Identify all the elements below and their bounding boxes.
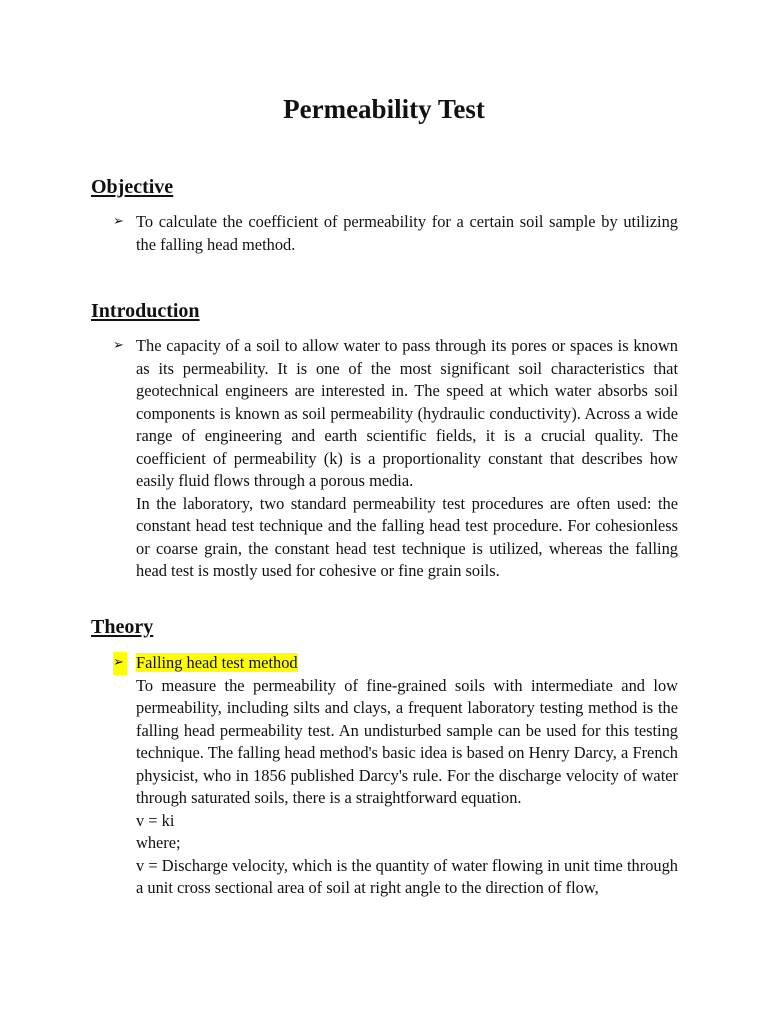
page-title: Permeability Test bbox=[283, 94, 485, 124]
objective-bullet bbox=[113, 211, 678, 256]
arrow-bullet-icon: ➢ bbox=[113, 338, 124, 353]
arrow-bullet-icon: ➢ bbox=[113, 214, 124, 229]
arrow-bullet-icon: ➢ bbox=[113, 652, 127, 675]
theory-bullet bbox=[113, 652, 678, 900]
velocity-definition: v = Discharge velocity, which is the quantity of water flowing in unit time through a unit cross sectional area of soil at right angle to the direction of flow, bbox=[136, 855, 678, 897]
introduction-paragraph-2: In the laboratory, two standard permeability test procedures are often used: the constant head test technique and the falling head test procedure. For cohesionless or coarse grain, the constant head test technique is utilized, whereas the falling head test is mostly used for cohesive or fine grain soils. bbox=[136, 493, 678, 580]
objective-text: To calculate the coefficient of permeability for a certain soil sample by utilizing the falling head method. bbox=[136, 212, 678, 254]
objective-heading: Objective bbox=[91, 176, 174, 198]
theory-paragraph: To measure the permeability of fine-grained soils with intermediate and low permeability, including silts and clays, a frequent laboratory testing method is the falling head permeability test. An undisturbed sample can be used for this testing technique. The falling head method's basic idea is based on Henry Darcy, a French physicist, who in 1856 published Darcy's rule. For the discharge velocity of water through saturated soils, there is a straightforward equation. bbox=[136, 675, 678, 807]
highlighted-subheading: Falling head test method bbox=[136, 653, 298, 672]
darcy-equation: v = ki bbox=[136, 810, 175, 830]
theory-subheading bbox=[136, 652, 678, 675]
theory-heading: Theory bbox=[91, 616, 154, 638]
introduction-bullet bbox=[113, 335, 678, 583]
introduction-heading: Introduction bbox=[91, 300, 200, 322]
introduction-paragraph-1: The capacity of a soil to allow water to pass through its pores or spaces is known as its permeability. It is one of the most significant soil characteristics that geotechnical engineers are interested in. The speed at which water absorbs soil components is known as soil permeability (hydraulic conductivity). Across a wide range of engineering and earth scientific fields, it is a crucial quality. The coefficient of permeability (k) is a proportionality constant that describes how easily fluid flows through a porous media. bbox=[136, 336, 678, 490]
where-label: where; bbox=[136, 833, 181, 852]
